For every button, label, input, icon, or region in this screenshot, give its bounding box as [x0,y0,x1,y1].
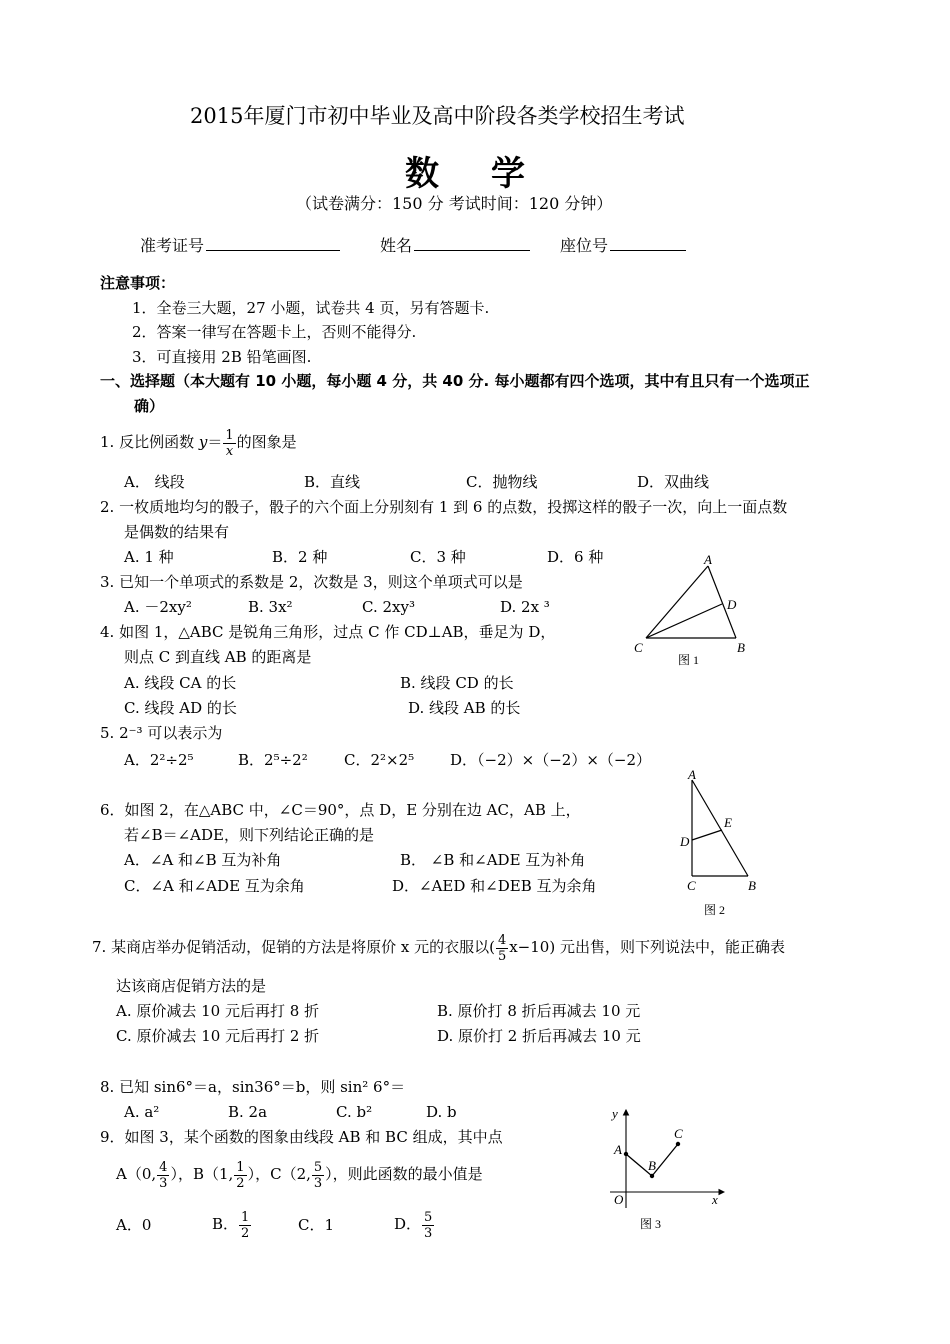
q9-frac-a [157,1160,169,1191]
q5-option-c[interactable]: C．2²×2⁵ [344,751,415,769]
q6-stem: 6．如图 2，在△ABC 中，∠C＝90°，点 D，E 分别在边 AC，AB 上， [100,801,581,819]
exam-title: 2015年厦门市初中毕业及高中阶段各类学校招生考试 [190,104,685,128]
q8-option-d[interactable]: D. b [426,1103,457,1121]
notice-item-1: 1．全卷三大题，27 小题，试卷共 4 页，另有答题卡. [132,299,490,317]
fig3-point-c [676,1142,680,1146]
q3-option-c[interactable]: C. 2xy³ [362,598,415,616]
exam-id-blank[interactable] [206,234,340,251]
fig3-label-c: C [674,1126,683,1141]
q9-frac-a-num: 4 [159,1159,168,1175]
q9-option-b-label: B． [212,1215,239,1233]
q9-point-a-end: ）， [170,1165,193,1183]
fig1-altitude-cd [646,604,722,638]
q7-stem-text: 7. 某商店举办促销活动，促销的方法是将原价 x 元的衣服以( [92,938,495,956]
fig2-label-a: A [688,767,696,782]
fig1-edge-ca [646,566,708,638]
q5-stem: 5. 2⁻³ 可以表示为 [100,724,223,742]
subject-title: 数学 [405,154,577,194]
q3-option-a[interactable]: A. －2xy² [124,598,192,616]
section1-heading: 一、选择题（本大题有 10 小题，每小题 4 分，共 40 分. 每小题都有四个选项，其中有且只有一个选项正 [100,372,810,390]
q7-stem-end: x−10) 元出售，则下列说法中，能正确表 [509,938,785,956]
q9-option-d-label: D． [394,1215,422,1233]
notice-item-2: 2．答案一律写在答题卡上，否则不能得分. [132,323,417,341]
exam-id-label: 准考证号 [140,236,205,255]
q1-eq: ＝ [207,433,223,451]
fig3-label-y: y [612,1106,618,1121]
fig3-label-x: x [712,1192,718,1207]
fig2-edge-ab [692,780,748,876]
q9-frac-c-num: 5 [313,1159,323,1175]
name-blank[interactable] [414,234,530,251]
q9-stem: 9．如图 3，某个函数的图象由线段 AB 和 BC 组成，其中点 [100,1128,503,1146]
q9-option-d-den: 3 [424,1225,433,1241]
exam-info: （试卷满分：150 分 考试时间：120 分钟） [296,194,613,213]
q9-option-a[interactable]: A．0 [116,1216,152,1234]
notice-item-3: 3．可直接用 2B 铅笔画图. [132,348,312,366]
fig2-caption: 图 2 [704,903,726,917]
seat-blank[interactable] [610,234,686,251]
q6-option-b[interactable]: B． ∠B 和∠ADE 互为补角 [400,851,586,869]
figure-2 [670,766,770,926]
q7-option-a[interactable]: A. 原价减去 10 元后再打 8 折 [116,1002,320,1020]
q9-point-b: B（1, [192,1165,234,1183]
q9-option-b-num: 1 [241,1209,250,1225]
fig2-label-c: C [687,878,696,893]
section1-heading-cont: 确） [134,397,165,415]
q6-option-a[interactable]: A．∠A 和∠B 互为补角 [124,851,282,869]
fig3-point-a [624,1152,628,1156]
fig1-caption: 图 1 [678,653,700,667]
q4-stem-cont: 则点 C 到直线 AB 的距离是 [124,648,312,666]
q1-stem-end: 的图象是 [236,433,297,451]
q7-fraction [496,933,508,964]
notice-heading: 注意事项： [100,274,176,292]
q6-option-d[interactable]: D．∠AED 和∠DEB 互为余角 [392,877,597,895]
q9-option-b[interactable] [212,1205,252,1243]
q4-option-a[interactable]: A. 线段 CA 的长 [124,674,237,692]
fig2-label-d: D [680,834,690,849]
q3-stem: 3. 已知一个单项式的系数是 2，次数是 3，则这个单项式可以是 [100,573,523,591]
fig3-caption: 图 3 [640,1217,662,1231]
q1-option-b[interactable]: B．直线 [304,473,361,491]
q9-frac-b-num: 1 [236,1159,245,1175]
q2-option-b[interactable]: B．2 种 [272,548,328,566]
q1-fraction [223,428,235,459]
q7-option-d[interactable]: D. 原价打 2 折后再减去 10 元 [437,1027,641,1045]
q9-point-a: A（0, [116,1165,157,1183]
q9-option-d-frac [422,1210,434,1241]
q2-option-a[interactable]: A. 1 种 [124,548,174,566]
q4-option-d[interactable]: D. 线段 AB 的长 [408,699,521,717]
q9-option-d[interactable] [394,1205,435,1243]
fig2-label-b: B [748,878,756,893]
q7-frac-num: 4 [497,932,507,948]
q9-frac-b-den: 2 [236,1175,245,1191]
fig2-label-e: E [724,815,732,830]
q3-option-b[interactable]: B. 3x² [248,598,293,616]
q9-point-c: C（2, [270,1165,311,1183]
exam-id-field [140,234,340,256]
q4-stem: 4. 如图 1，△ABC 是锐角三角形，过点 C 作 CD⊥AB，垂足为 D， [100,623,556,641]
q5-option-b[interactable]: B．2⁵÷2² [238,751,308,769]
figure-1 [628,552,758,672]
q7-option-b[interactable]: B. 原价打 8 折后再减去 10 元 [437,1002,641,1020]
fig2-segment-de [692,830,722,840]
q6-stem-cont: 若∠B＝∠ADE，则下列结论正确的是 [124,826,374,844]
seat-label: 座位号 [560,236,609,255]
q7-frac-den: 5 [497,948,507,964]
q4-option-c[interactable]: C. 线段 AD 的长 [124,699,237,717]
q9-option-d-num: 5 [424,1209,433,1225]
seat-field [560,234,686,256]
q1-option-d[interactable]: D．双曲线 [637,473,710,491]
q1-option-a[interactable]: A． 线段 [124,473,185,491]
fig3-label-o: O [614,1192,624,1207]
q1-stem-text: 1. 反比例函数 [100,433,199,451]
fig1-label-b: B [737,640,745,655]
q2-stem-cont: 是偶数的结果有 [124,523,230,541]
q3-option-d[interactable]: D. 2x ³ [500,598,550,616]
q7-option-c[interactable]: C. 原价减去 10 元后再打 2 折 [116,1027,320,1045]
fig1-label-d: D [727,597,737,612]
q1-stem [100,424,297,460]
q2-option-c[interactable]: C．3 种 [410,548,466,566]
q7-stem [92,929,785,965]
q6-option-c[interactable]: C．∠A 和∠ADE 互为余角 [124,877,305,895]
name-field [380,234,530,256]
q2-stem: 2. 一枚质地均匀的骰子，骰子的六个面上分别刻有 1 到 6 的点数，投掷这样的骰子一次，向上一面点数 [100,498,788,516]
q9-option-b-den: 2 [241,1225,250,1241]
q2-option-d[interactable]: D．6 种 [547,548,604,566]
q1-var: y [198,433,208,451]
q8-stem: 8. 已知 sin6°＝a，sin36°＝b，则 sin² 6°＝ [100,1078,406,1096]
q5-option-d[interactable]: D．（−2）×（−2）×（−2） [450,751,651,769]
fig3-label-b: B [648,1158,656,1173]
q1-option-c[interactable]: C．抛物线 [466,473,538,491]
fig1-label-a: A [704,552,712,567]
q9-option-c[interactable]: C．1 [298,1216,335,1234]
q1-frac-num: 1 [225,427,234,443]
q8-option-a[interactable]: A. a² [124,1103,160,1121]
q5-option-a[interactable]: A．2²÷2⁵ [124,751,194,769]
q9-frac-b [234,1160,246,1191]
q9-point-c-end: ），则此函数的最小值是 [325,1165,483,1183]
q9-option-b-frac [239,1210,251,1241]
q4-option-b[interactable]: B. 线段 CD 的长 [400,674,514,692]
name-label: 姓名 [380,236,413,255]
q9-point-b-end: ）， [247,1165,271,1183]
figure-3 [600,1104,740,1234]
fig3-label-a: A [614,1142,622,1157]
q9-points [116,1155,483,1193]
q8-option-b[interactable]: B. 2a [228,1103,268,1121]
q9-frac-c-den: 3 [313,1175,323,1191]
fig3-point-b [650,1174,654,1178]
q9-frac-c [312,1160,324,1191]
q9-frac-a-den: 3 [159,1175,168,1191]
q7-stem-cont: 达该商店促销方法的是 [116,977,267,995]
fig1-label-c: C [634,640,643,655]
q8-option-c[interactable]: C. b² [336,1103,373,1121]
q1-frac-den: x [225,443,234,459]
